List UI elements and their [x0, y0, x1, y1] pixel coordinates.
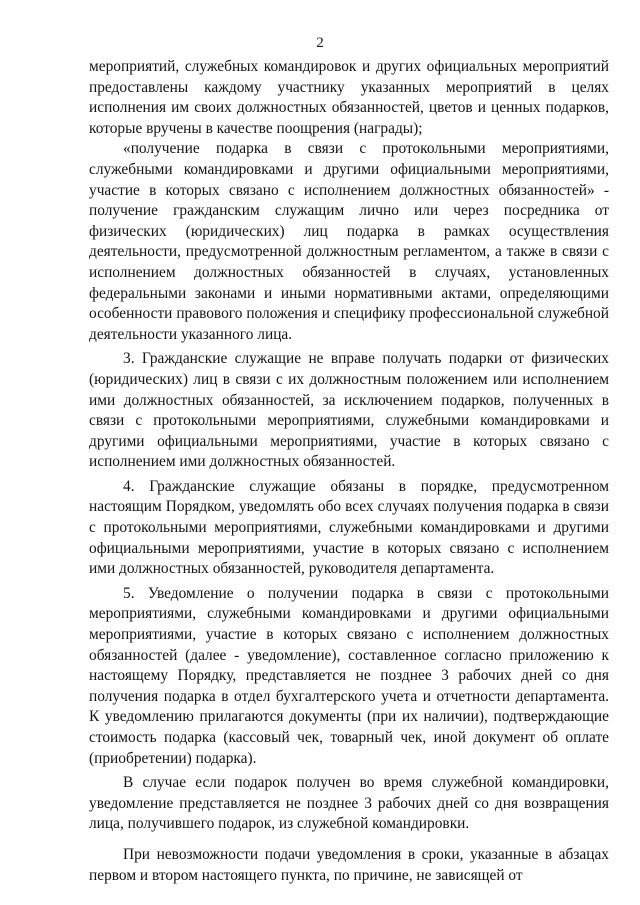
page-number: 2 [316, 35, 324, 51]
paragraph-definition-gift-receipt: «получение подарка в связи с протокольными мероприятиями, служебными командировками и другими официальными мероприятиями, участие в которых связано с исполнением должностных обязанностей» - получение гражданским служащим лично или через посредника от физических (юридических) лиц подарка в рамках осуществления деятельности, предусмотренной должностным регламентом, а также в связи с исполнением должностных обязанностей в случаях, установленных федеральными законами и иными нормативными актами, определяющими особенности правового положения и специфику профессиональной служебной деятельности указанного лица. [89, 140, 609, 343]
paragraph-impossibility: При невозможности подачи уведомления в сроки, указанные в абзацах первом и втором настоящего пункта, по причине, не зависящей от [89, 845, 609, 884]
paragraph-item-3: 3. Гражданские служащие не вправе получать подарки от физических (юридических) лиц в связи с их должностным положением или исполнением ими должностных обязанностей, за исключением подарков, полученных в связи с протокольными мероприятиями, служебными командировками и другими официальными мероприятиями, участие в которых связано с исполнением ими должностных обязанностей. [89, 350, 609, 471]
document-body [89, 57, 609, 886]
paragraph-business-trip: В случае если подарок получен во время служебной командировки, уведомление представляется не позднее 3 рабочих дней со дня возвращения лица, получившего подарок, из служебной командировки. [89, 774, 609, 833]
paragraph-item-5: 5. Уведомление о получении подарка в связи с протокольными мероприятиями, служебными командировками и другими официальными мероприятиями, участие в которых связано с исполнением должностных обязанностей (далее - уведомление), составленное согласно приложению к настоящему Порядку, представляется не позднее 3 рабочих дней со дня получения подарка в отдел бухгалтерского учета и отчетности департамента. К уведомлению прилагаются документы (при их наличии), подтверждающие стоимость подарка (кассовый чек, товарный чек, иной документ об оплате (приобретении) подарка). [89, 584, 609, 767]
paragraph-continuation: мероприятий, служебных командировок и других официальных мероприятий предоставлены каждому участнику указанных мероприятий в целях исполнения им своих должностных обязанностей, цветов и ценных подарков, которые вручены в качестве поощрения (награды); [89, 58, 609, 137]
paragraph-item-4: 4. Гражданские служащие обязаны в порядке, предусмотренном настоящим Порядком, уведомлять обо всех случаях получения подарка в связи с протокольными мероприятиями, служебными командировками и другими официальными мероприятиями, участие в которых связано с исполнением ими должностных обязанностей, руководителя департамента. [89, 477, 609, 578]
